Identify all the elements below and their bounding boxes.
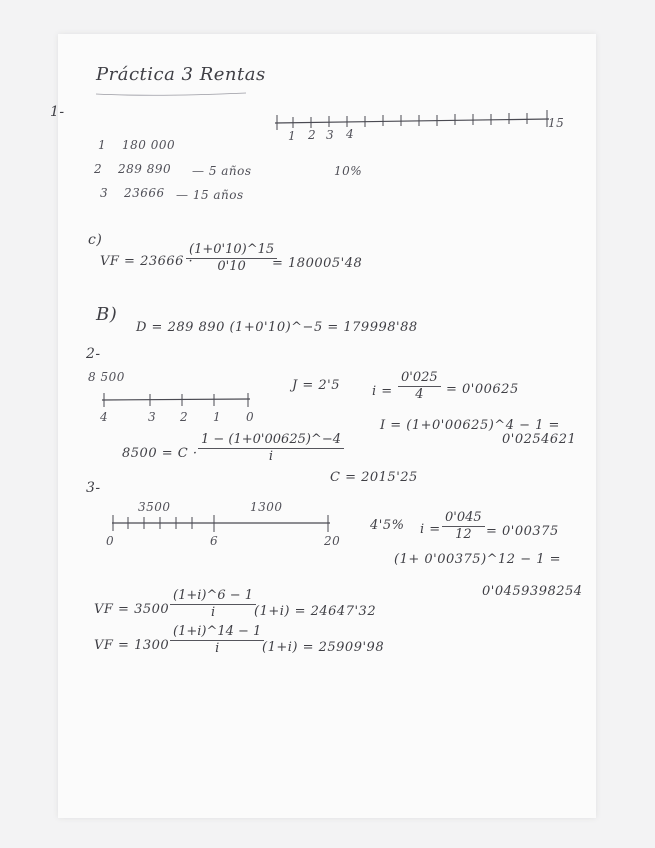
- periodic-rate-lhs: i =: [372, 384, 393, 399]
- effective-rate-3-result: 0'0459398254: [482, 584, 583, 599]
- list-item-note: — 5 años: [192, 164, 252, 178]
- annuity-equation-denominator: i: [268, 449, 274, 464]
- timeline-3-tick: 20: [324, 534, 341, 548]
- nominal-rate-j: J = 2'5: [292, 378, 340, 393]
- part-c-label: c): [88, 232, 103, 248]
- exercise-2-amount: 8 500: [88, 370, 125, 384]
- timeline-2-tick: 4: [100, 410, 109, 424]
- monthly-rate-lhs: i =: [420, 522, 441, 537]
- part-b-formula: D = 289 890 (1+0'10)^−5 = 179998'88: [136, 320, 418, 335]
- periodic-rate-numerator: 0'025: [398, 370, 441, 387]
- annuity-equation-lhs: 8500 = C ·: [122, 446, 198, 461]
- part-c-lhs: VF = 23666 ·: [100, 254, 194, 269]
- future-value-1-denominator: i: [210, 605, 216, 620]
- part-c-result: = 180005'48: [272, 256, 363, 271]
- timeline-1-tick: 3: [326, 128, 335, 142]
- future-value-2-numerator: (1+i)^14 − 1: [170, 624, 264, 641]
- future-value-2-fraction: [170, 624, 264, 657]
- list-item-value: 289 890: [118, 162, 172, 176]
- monthly-rate-fraction: [442, 510, 485, 543]
- interest-rate: 10%: [334, 164, 363, 178]
- page-title: Práctica 3 Rentas: [96, 64, 266, 85]
- timeline-3-tick: 6: [210, 534, 219, 548]
- timeline-1-tick: 1: [288, 129, 297, 143]
- timeline-1-tick: 4: [346, 127, 355, 141]
- periodic-rate-result: = 0'00625: [446, 382, 519, 397]
- timeline-1-tick: 2: [308, 128, 317, 142]
- exercise-1-label: 1-: [50, 104, 65, 120]
- timeline-3-segment-label: 1300: [250, 500, 283, 514]
- effective-rate-3-formula: (1+ 0'00375)^12 − 1 =: [394, 552, 562, 567]
- annuity-equation-numerator: 1 − (1+0'00625)^−4: [198, 432, 344, 449]
- monthly-rate-result: = 0'00375: [486, 524, 559, 539]
- future-value-1-fraction: [170, 588, 256, 621]
- periodic-rate-denominator: 4: [415, 387, 424, 402]
- list-item-number: 2: [94, 162, 103, 176]
- title-underline: [96, 90, 296, 100]
- monthly-rate-numerator: 0'045: [442, 510, 485, 527]
- list-item-number: 1: [98, 138, 107, 152]
- part-c-fraction: [186, 242, 277, 275]
- list-item-note: — 15 años: [176, 188, 244, 202]
- effective-rate-result: 0'0254621: [502, 432, 577, 447]
- exercise-3-label: 3-: [86, 480, 101, 496]
- future-value-1-result: (1+i) = 24647'32: [254, 604, 377, 619]
- future-value-1-lhs: VF = 3500: [94, 602, 170, 617]
- timeline-3-segment-label: 3500: [138, 500, 171, 514]
- list-item-number: 3: [100, 186, 109, 200]
- list-item-value: 180 000: [122, 138, 176, 152]
- future-value-2-result: (1+i) = 25909'98: [262, 640, 385, 655]
- periodic-rate-fraction: [398, 370, 441, 403]
- timeline-2-tick: 2: [180, 410, 189, 424]
- exercise-2-timeline: [100, 392, 270, 412]
- annuity-equation-result: C = 2015'25: [330, 470, 418, 485]
- future-value-2-lhs: VF = 1300: [94, 638, 170, 653]
- timeline-2-tick: 3: [148, 410, 157, 424]
- timeline-2-tick: 0: [246, 410, 255, 424]
- part-c-numerator: (1+0'10)^15: [186, 242, 277, 259]
- notebook-page: [50, 34, 596, 818]
- annuity-equation-fraction: [198, 432, 344, 465]
- part-c-denominator: 0'10: [217, 259, 246, 274]
- future-value-1-numerator: (1+i)^6 − 1: [170, 588, 256, 605]
- timeline-1-end: 15: [548, 116, 565, 130]
- list-item-value: 23666: [124, 186, 165, 200]
- exercise-3-timeline: [110, 514, 350, 536]
- effective-rate-formula: I = (1+0'00625)^4 − 1 =: [380, 418, 560, 433]
- timeline-3-tick: 0: [106, 534, 115, 548]
- timeline-2-tick: 1: [213, 410, 222, 424]
- exercise-1-timeline: [273, 109, 573, 139]
- annual-rate: 4'5%: [370, 518, 405, 533]
- future-value-2-denominator: i: [215, 641, 220, 656]
- exercise-2-label: 2-: [86, 346, 101, 362]
- monthly-rate-denominator: 12: [455, 527, 472, 542]
- part-b-label: B): [96, 304, 118, 325]
